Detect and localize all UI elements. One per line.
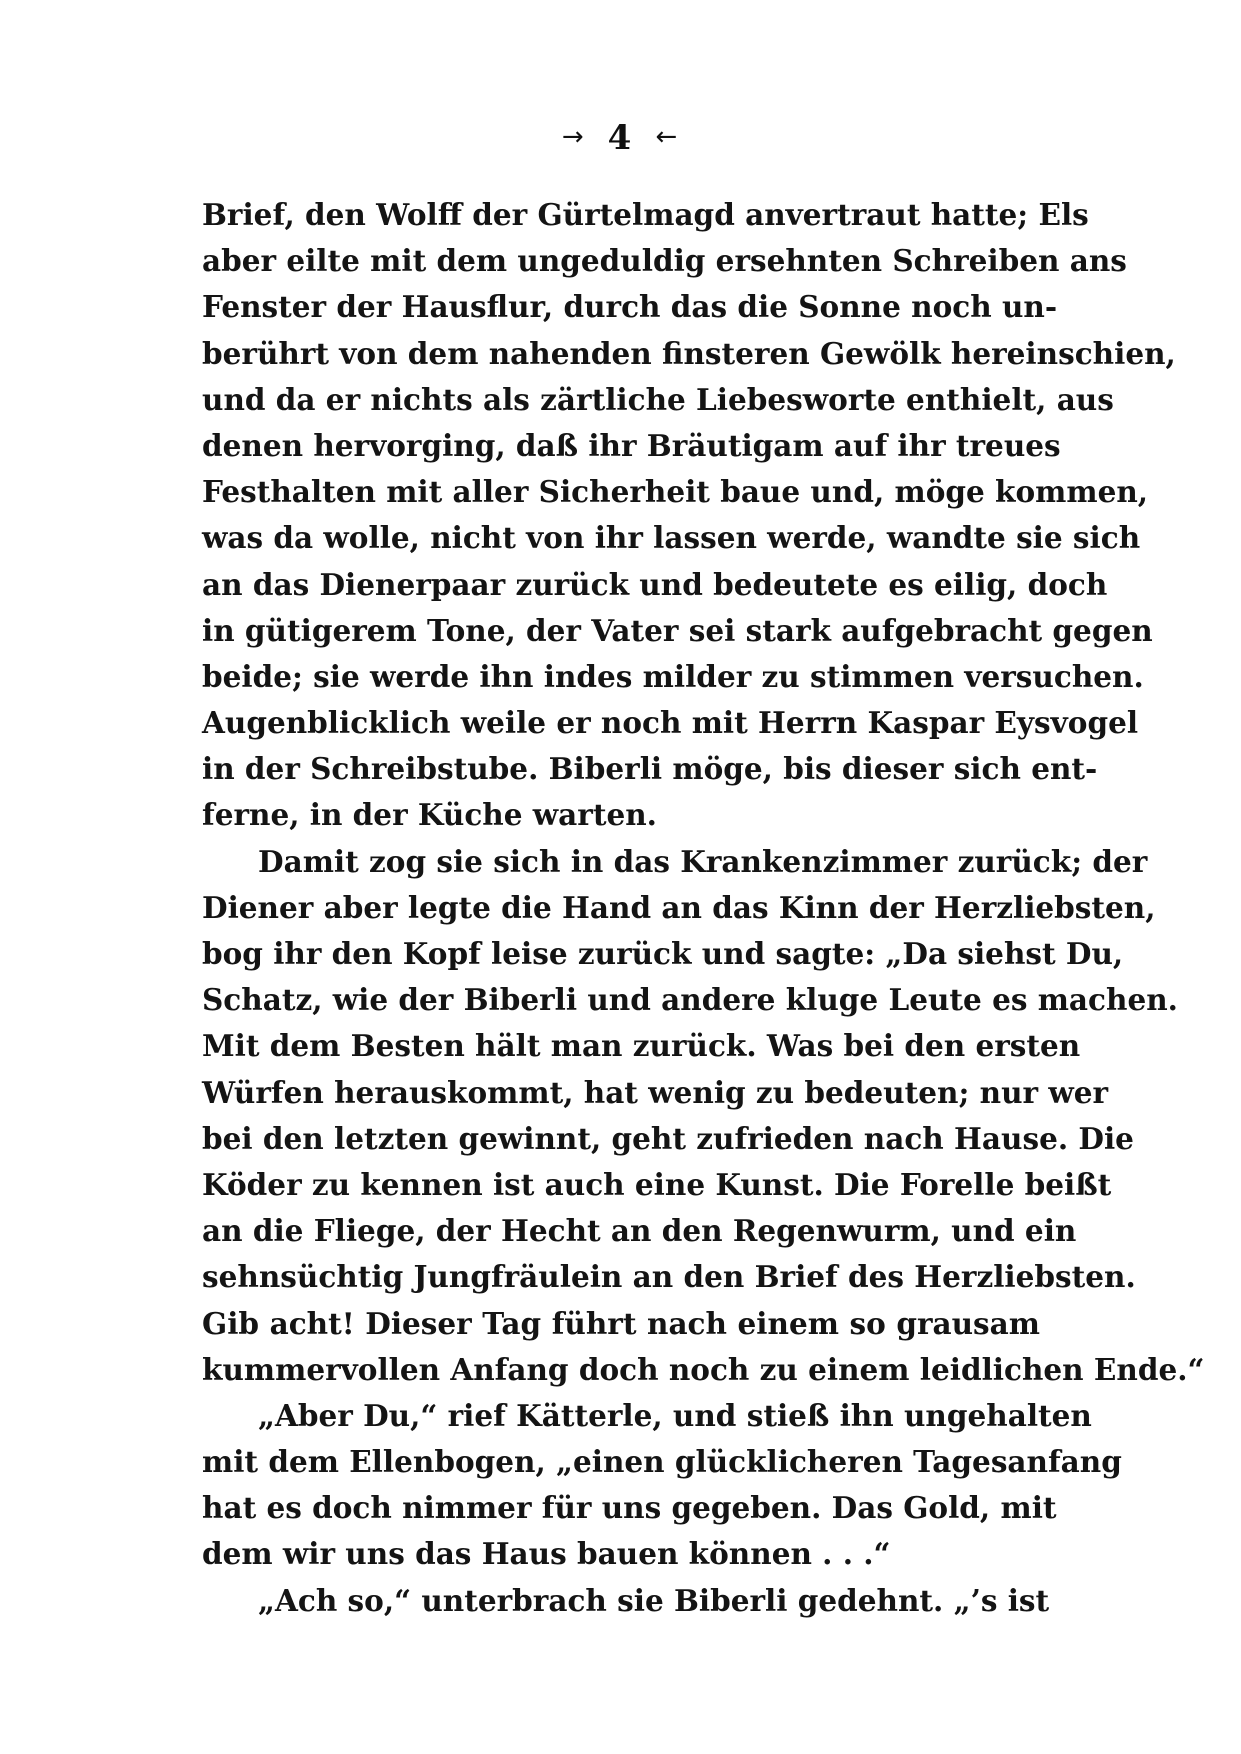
text-line: Augenblicklich weile er noch mit Herrn Kaspar Eysvogel [202,705,1139,741]
text-line: und da er nichts als zärtliche Liebesworte enthielt, aus [202,381,1114,417]
text-line: an das Dienerpaar zurück und bedeutete es eilig, doch [202,566,1108,602]
text-line: bog ihr den Kopf leise zurück und sagte: „Da siehst Du, [202,936,1124,971]
text-line: denen hervorging, daß ihr Bräutigam auf ihr treues [202,427,1061,463]
text-line: berührt von dem nahenden finsteren Gewölk hereinschien, [202,335,1176,371]
text-line: Fenster der Hausflur, durch das die Sonne noch un- [202,289,1058,325]
text-line: Brief, den Wolff der Gürtelmagd anvertraut hatte; Els [202,197,1089,232]
text-line: sehnsüchtig Jungfräulein an den Brief des Herzliebsten. [202,1259,1136,1295]
text-line: in der Schreibstube. Biberli möge, bis dieser sich ent- [202,751,1098,787]
body-text [202,192,1205,1624]
text-line: Köder zu kennen ist auch eine Kunst. Die Forelle beißt [202,1166,1112,1202]
text-line: „Ach so,“ unterbrach sie Biberli gedehnt. „’s ist [258,1582,1050,1618]
text-line: hat es doch nimmer für uns gegeben. Das Gold, mit [202,1490,1057,1526]
text-line: Gib acht! Dieser Tag führt nach einem so grausam [202,1305,1040,1341]
text-line: kummervollen Anfang doch noch zu einem leidlichen Ende.“ [202,1351,1205,1387]
arrow-right-ornament-icon: → [561,122,586,152]
text-line: Diener aber legte die Hand an das Kinn der Herzliebsten, [202,889,1156,925]
text-line: an die Fliege, der Hecht an den Regenwurm, und ein [202,1213,1077,1249]
text-line: Würfen herauskommt, hat wenig zu bedeuten; nur wer [202,1074,1109,1110]
text-line: in gütigerem Tone, der Vater sei stark aufgebracht gegen [202,612,1153,648]
text-line: Mit dem Besten hält man zurück. Was bei den ersten [202,1028,1081,1064]
text-line: ferne, in der Küche warten. [202,797,657,833]
page-number: 4 [607,118,634,158]
text-line: Schatz, wie der Biberli und andere kluge Leute es machen. [202,982,1178,1018]
text-line: was da wolle, nicht von ihr lassen werde, wandte sie sich [202,520,1141,556]
text-line: Damit zog sie sich in das Krankenzimmer zurück; der [258,843,1148,879]
text-line: beide; sie werde ihn indes milder zu stimmen versuchen. [202,658,1144,694]
text-line: aber eilte mit dem ungeduldig ersehnten Schreiben ans [202,243,1127,279]
arrow-left-ornament-icon: ← [655,122,680,152]
page-header [0,118,1241,158]
text-line: Festhalten mit aller Sicherheit baue und, möge kommen, [202,474,1149,510]
text-line: dem wir uns das Haus bauen können . . .“ [202,1536,891,1572]
text-line: bei den letzten gewinnt, geht zufrieden nach Hause. Die [202,1120,1134,1156]
text-line: mit dem Ellenbogen, „einen glücklicheren Tagesanfang [202,1444,1122,1480]
text-line: „Aber Du,“ rief Kätterle, und stieß ihn ungehalten [258,1397,1092,1433]
